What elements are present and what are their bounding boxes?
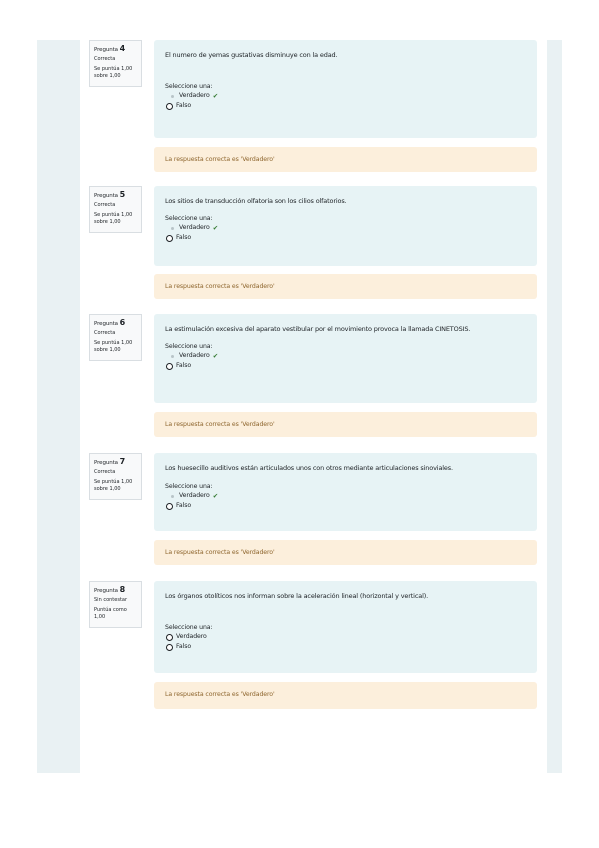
radio-icon[interactable]	[166, 634, 173, 641]
question-content	[154, 314, 537, 403]
question-text: Los huesecillo auditivos están articulados unos con otros mediante articulaciones sinoviales.	[165, 464, 453, 472]
radio-icon[interactable]	[166, 644, 173, 651]
option-label: Verdadero	[179, 224, 210, 231]
option-falso[interactable]	[165, 361, 527, 371]
option-verdadero[interactable]	[165, 91, 527, 101]
answer-prompt: Seleccione una:	[165, 83, 213, 90]
question-text: Los sitios de transducción olfatoria son los cilios olfatorios.	[165, 197, 347, 205]
question-grade: Se puntúa 1,00 sobre 1,00	[94, 212, 133, 225]
option-label: Falso	[176, 362, 192, 369]
option-label: Verdadero	[179, 352, 210, 359]
feedback-box: La respuesta correcta es 'Verdadero'	[154, 274, 537, 299]
option-verdadero[interactable]	[165, 491, 527, 501]
question-number-value: 5	[119, 190, 126, 199]
question-text: Los órganos otolíticos nos informan sobre la aceleración lineal (horizontal y vertical).	[165, 592, 429, 600]
question-number	[94, 190, 138, 201]
question-label: Pregunta	[94, 588, 118, 594]
feedback-box: La respuesta correcta es 'Verdadero'	[154, 540, 537, 565]
question-label: Pregunta	[94, 321, 118, 327]
option-verdadero[interactable]	[165, 632, 527, 642]
checkmark-icon: ✔	[212, 92, 219, 100]
feedback-box: La respuesta correcta es 'Verdadero'	[154, 682, 537, 709]
checkmark-icon: ✔	[212, 492, 219, 500]
question-number	[94, 457, 138, 468]
question-number	[94, 318, 138, 329]
question-grade: Puntúa como 1,00	[94, 607, 127, 620]
option-label: Verdadero	[179, 492, 210, 499]
question-content	[154, 186, 537, 266]
radio-icon[interactable]	[166, 503, 173, 510]
question-text: El numero de yemas gustativas disminuye con la edad.	[165, 51, 338, 59]
question-number-value: 4	[119, 44, 126, 53]
feedback-box: La respuesta correcta es 'Verdadero'	[154, 412, 537, 437]
option-falso[interactable]	[165, 501, 527, 511]
question-number	[94, 44, 138, 55]
question-number	[94, 585, 138, 596]
radio-icon[interactable]	[166, 103, 173, 110]
question-label: Pregunta	[94, 460, 118, 466]
question-grade: Se puntúa 1,00 sobre 1,00	[94, 340, 133, 353]
question-info	[89, 40, 142, 87]
question-number-value: 6	[119, 318, 126, 327]
option-label: Falso	[176, 502, 192, 509]
question-state: Correcta	[94, 56, 116, 62]
question-state: Correcta	[94, 469, 116, 475]
question-state: Sin contestar	[94, 597, 128, 603]
checkmark-icon: ✔	[212, 352, 219, 360]
question-label: Pregunta	[94, 193, 118, 199]
question-info	[89, 186, 142, 233]
question-number-value: 8	[119, 585, 126, 594]
option-label: Falso	[176, 643, 192, 650]
feedback-box: La respuesta correcta es 'Verdadero'	[154, 147, 537, 172]
option-falso[interactable]	[165, 101, 527, 111]
question-info	[89, 453, 142, 500]
question-state: Correcta	[94, 202, 116, 208]
selected-radio-icon[interactable]	[171, 95, 174, 98]
question-content	[154, 40, 537, 138]
selected-radio-icon[interactable]	[171, 227, 174, 230]
radio-icon[interactable]	[166, 363, 173, 370]
question-label: Pregunta	[94, 47, 118, 53]
option-label: Falso	[176, 234, 192, 241]
checkmark-icon: ✔	[212, 224, 219, 232]
question-info	[89, 314, 142, 361]
question-content	[154, 581, 537, 673]
question-info	[89, 581, 142, 628]
option-falso[interactable]	[165, 233, 527, 243]
right-scrollbar-track[interactable]	[547, 40, 562, 773]
answer-prompt: Seleccione una:	[165, 343, 213, 350]
option-label: Verdadero	[176, 633, 207, 640]
option-label: Falso	[176, 102, 192, 109]
option-label: Verdadero	[179, 92, 210, 99]
question-number-value: 7	[119, 457, 126, 466]
left-gutter	[37, 40, 80, 773]
option-falso[interactable]	[165, 642, 527, 652]
answer-prompt: Seleccione una:	[165, 215, 213, 222]
option-verdadero[interactable]	[165, 223, 527, 233]
question-grade: Se puntúa 1,00 sobre 1,00	[94, 66, 133, 79]
answer-prompt: Seleccione una:	[165, 483, 213, 490]
option-verdadero[interactable]	[165, 351, 527, 361]
selected-radio-icon[interactable]	[171, 355, 174, 358]
question-content	[154, 453, 537, 531]
radio-icon[interactable]	[166, 235, 173, 242]
question-text: La estimulación excesiva del aparato vestibular por el movimiento provoca la llamada CINETOSIS.	[165, 325, 471, 333]
question-grade: Se puntúa 1,00 sobre 1,00	[94, 479, 133, 492]
question-state: Correcta	[94, 330, 116, 336]
answer-prompt: Seleccione una:	[165, 624, 213, 631]
selected-radio-icon[interactable]	[171, 495, 174, 498]
